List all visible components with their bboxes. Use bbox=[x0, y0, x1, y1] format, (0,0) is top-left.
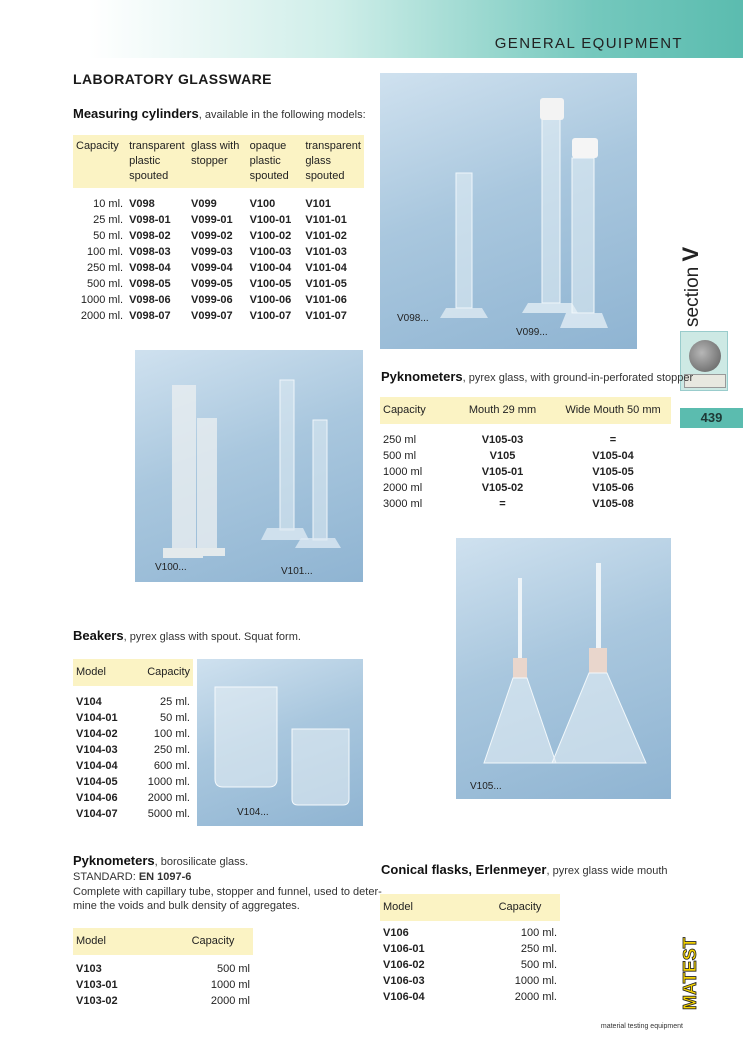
table-cell: V100-06 bbox=[249, 294, 292, 306]
table-row bbox=[73, 212, 364, 228]
table-cell: V101-01 bbox=[305, 214, 347, 226]
column-header: opaque plastic spouted bbox=[249, 140, 289, 182]
table-cell: 500 ml. bbox=[520, 959, 557, 971]
table-cell: V098-06 bbox=[129, 294, 171, 306]
column-header: Capacity bbox=[76, 140, 119, 152]
main-heading: LABORATORY GLASSWARE bbox=[73, 71, 272, 87]
svg-text:MATEST: MATEST bbox=[680, 937, 700, 1010]
table-cell: = bbox=[499, 498, 506, 510]
table-cell: V101-02 bbox=[305, 230, 347, 242]
footer-text: material testing equipment bbox=[600, 1023, 683, 1030]
column-header: glass with stopper bbox=[191, 140, 240, 167]
table-cell: 250 ml. bbox=[87, 262, 124, 274]
table-cell: 2000 ml bbox=[383, 482, 423, 494]
table-cell: 3000 ml bbox=[383, 498, 423, 510]
conical-flasks-table bbox=[380, 894, 671, 1005]
photo-caption: V105... bbox=[470, 781, 502, 792]
table-cell: V100-07 bbox=[249, 310, 292, 322]
table-cell: 2000 ml bbox=[210, 995, 250, 1007]
table-cell: V098-03 bbox=[129, 246, 171, 258]
column-header: Model bbox=[76, 935, 106, 947]
table-cell: V100-05 bbox=[249, 278, 292, 290]
table-cell: V104-03 bbox=[76, 744, 118, 756]
table-row bbox=[380, 957, 671, 973]
table-cell: 600 ml. bbox=[153, 760, 190, 772]
table-cell: V099-02 bbox=[191, 230, 233, 242]
table-cell: V106-02 bbox=[383, 959, 425, 971]
table-row bbox=[73, 758, 193, 774]
table-cell: V101 bbox=[305, 198, 332, 210]
table-cell: V105-08 bbox=[592, 498, 634, 510]
table-cell: 2000 ml. bbox=[514, 991, 557, 1003]
table-row bbox=[380, 448, 671, 464]
table-cell: V098-05 bbox=[129, 278, 171, 290]
table-cell: V104-01 bbox=[76, 712, 118, 724]
pyknometer-flasks-photo bbox=[456, 538, 671, 799]
table-cell: V098-02 bbox=[129, 230, 171, 242]
table-cell: V106-04 bbox=[383, 991, 425, 1003]
beakers-table bbox=[73, 659, 193, 822]
column-header: Model bbox=[383, 901, 413, 913]
table-cell: V099-07 bbox=[191, 310, 233, 322]
table-cell: V099-06 bbox=[191, 294, 233, 306]
table-cell: V104-04 bbox=[76, 760, 118, 772]
description: mine the voids and bulk density of aggregates. bbox=[73, 900, 300, 912]
table-cell: 250 ml. bbox=[520, 943, 557, 955]
table-row bbox=[73, 260, 364, 276]
conical-flasks-title: Conical flasks, Erlenmeyer, pyrex glass wide mouth bbox=[381, 862, 668, 877]
table-cell: 1000 ml bbox=[210, 979, 250, 991]
table-row bbox=[73, 710, 193, 726]
table-cell: V101-03 bbox=[305, 246, 347, 258]
table-row bbox=[73, 244, 364, 260]
table-cell: V100-02 bbox=[249, 230, 292, 242]
glass-cylinders-photo bbox=[380, 73, 637, 349]
table-cell: 250 ml bbox=[383, 434, 417, 446]
table-cell: 500 ml bbox=[383, 450, 417, 462]
table-row bbox=[380, 432, 671, 448]
table-row bbox=[73, 726, 193, 742]
plastic-cylinders-photo bbox=[135, 350, 363, 582]
column-header: Capacity bbox=[147, 666, 190, 678]
photo-caption: V100... bbox=[155, 562, 187, 573]
photo-caption: V099... bbox=[516, 327, 548, 338]
table-cell: 25 ml. bbox=[160, 696, 190, 708]
table-cell: V101-07 bbox=[305, 310, 347, 322]
table-cell: V100 bbox=[249, 198, 276, 210]
column-header: Mouth 29 mm bbox=[468, 404, 537, 416]
column-header: transparent plastic spouted bbox=[129, 140, 185, 182]
table-cell: = bbox=[609, 434, 617, 446]
table-cell: V101-04 bbox=[305, 262, 347, 274]
table-cell: 500 ml. bbox=[87, 278, 124, 290]
table-cell: 1000 ml. bbox=[147, 776, 190, 788]
table-cell: V098-01 bbox=[129, 214, 171, 226]
section-label: section V bbox=[678, 246, 703, 327]
table-cell: V099-04 bbox=[191, 262, 233, 274]
table-cell: 100 ml. bbox=[520, 927, 557, 939]
table-row bbox=[73, 308, 364, 324]
column-header: transparent glass spouted bbox=[305, 140, 361, 182]
table-cell: V103-01 bbox=[76, 979, 118, 991]
table-cell: V106 bbox=[383, 927, 409, 939]
table-cell: 1000 ml. bbox=[514, 975, 557, 987]
table-row bbox=[73, 977, 364, 993]
table-cell: V106-03 bbox=[383, 975, 425, 987]
photo-caption: V098... bbox=[397, 313, 429, 324]
table-cell: 5000 ml. bbox=[147, 808, 190, 820]
table-row bbox=[380, 925, 671, 941]
table-cell: V099-05 bbox=[191, 278, 233, 290]
table-row bbox=[73, 790, 193, 806]
table-cell: V103-02 bbox=[76, 995, 118, 1007]
table-cell: V103 bbox=[76, 963, 102, 975]
table-row bbox=[73, 228, 364, 244]
pyknometers-pyrex-title: Pyknometers, pyrex glass, with ground-in-perforated stopper bbox=[381, 369, 694, 384]
table-cell: V104-05 bbox=[76, 776, 118, 788]
table-cell: 500 ml bbox=[216, 963, 250, 975]
table-cell: V105-02 bbox=[481, 482, 524, 494]
table-cell: V099-03 bbox=[191, 246, 233, 258]
column-header: Capacity bbox=[498, 901, 542, 913]
table-cell: V104-06 bbox=[76, 792, 118, 804]
table-row bbox=[380, 989, 671, 1005]
table-cell: 1000 ml bbox=[383, 466, 423, 478]
table-cell: 25 ml. bbox=[93, 214, 124, 226]
table-cell: V101-06 bbox=[305, 294, 347, 306]
table-cell: V098-04 bbox=[129, 262, 171, 274]
table-cell: V104-02 bbox=[76, 728, 118, 740]
table-row bbox=[380, 496, 671, 512]
table-cell: V098 bbox=[129, 198, 155, 210]
table-cell: V104-07 bbox=[76, 808, 118, 820]
matest-logo bbox=[678, 932, 700, 1012]
column-header: Capacity bbox=[191, 935, 235, 947]
page-number: 439 bbox=[680, 408, 743, 428]
column-header: Wide Mouth 50 mm bbox=[565, 404, 661, 416]
table-cell: V099-01 bbox=[191, 214, 233, 226]
table-row bbox=[380, 941, 671, 957]
pyknometers-borosilicate-title: Pyknometers, borosilicate glass. bbox=[73, 853, 249, 868]
table-row bbox=[73, 806, 193, 822]
table-row bbox=[73, 742, 193, 758]
table-row bbox=[380, 480, 671, 496]
table-cell: V098-07 bbox=[129, 310, 171, 322]
pyknometers-pyrex-table bbox=[380, 397, 671, 512]
table-cell: V105 bbox=[489, 450, 516, 462]
table-cell: V105-05 bbox=[592, 466, 634, 478]
table-cell: 1000 ml. bbox=[80, 294, 124, 306]
photo-caption: V101... bbox=[281, 566, 313, 577]
beakers-title: Beakers, pyrex glass with spout. Squat form. bbox=[73, 628, 301, 643]
table-cell: 100 ml. bbox=[87, 246, 124, 258]
description: Complete with capillary tube, stopper and funnel, used to deter- bbox=[73, 886, 382, 898]
table-cell: 2000 ml. bbox=[80, 310, 124, 322]
table-cell: V101-05 bbox=[305, 278, 347, 290]
table-cell: V100-04 bbox=[249, 262, 292, 274]
standard-line: STANDARD: EN 1097-6 bbox=[73, 871, 192, 883]
table-cell: 250 ml. bbox=[153, 744, 190, 756]
table-row bbox=[73, 961, 364, 977]
measuring-cylinders-table bbox=[73, 135, 364, 324]
table-cell: V106-01 bbox=[383, 943, 425, 955]
table-row bbox=[380, 973, 671, 989]
page-header-title: GENERAL EQUIPMENT bbox=[494, 35, 683, 52]
table-cell: V105-04 bbox=[592, 450, 634, 462]
pyknometers-borosilicate-table bbox=[73, 928, 364, 1009]
table-row bbox=[380, 464, 671, 480]
table-row bbox=[73, 292, 364, 308]
table-cell: V105-03 bbox=[481, 434, 524, 446]
table-row bbox=[73, 774, 193, 790]
table-cell: 2000 ml. bbox=[147, 792, 190, 804]
table-cell: 50 ml. bbox=[93, 230, 124, 242]
table-cell: V105-06 bbox=[592, 482, 634, 494]
table-cell: 50 ml. bbox=[160, 712, 190, 724]
table-row bbox=[73, 993, 364, 1009]
beakers-photo bbox=[197, 659, 363, 826]
measuring-cylinders-title: Measuring cylinders, available in the following models: bbox=[73, 106, 366, 121]
table-cell: 100 ml. bbox=[153, 728, 190, 740]
column-header: Model bbox=[76, 666, 106, 678]
table-row bbox=[73, 276, 364, 292]
table-cell: V099 bbox=[191, 198, 217, 210]
table-cell: V100-01 bbox=[249, 214, 292, 226]
table-cell: V104 bbox=[76, 696, 102, 708]
table-cell: 10 ml. bbox=[93, 198, 124, 210]
column-header: Capacity bbox=[383, 404, 426, 416]
table-row bbox=[73, 196, 364, 212]
table-cell: V100-03 bbox=[249, 246, 292, 258]
table-cell: V105-01 bbox=[481, 466, 524, 478]
photo-caption: V104... bbox=[237, 807, 269, 818]
table-row bbox=[73, 694, 193, 710]
